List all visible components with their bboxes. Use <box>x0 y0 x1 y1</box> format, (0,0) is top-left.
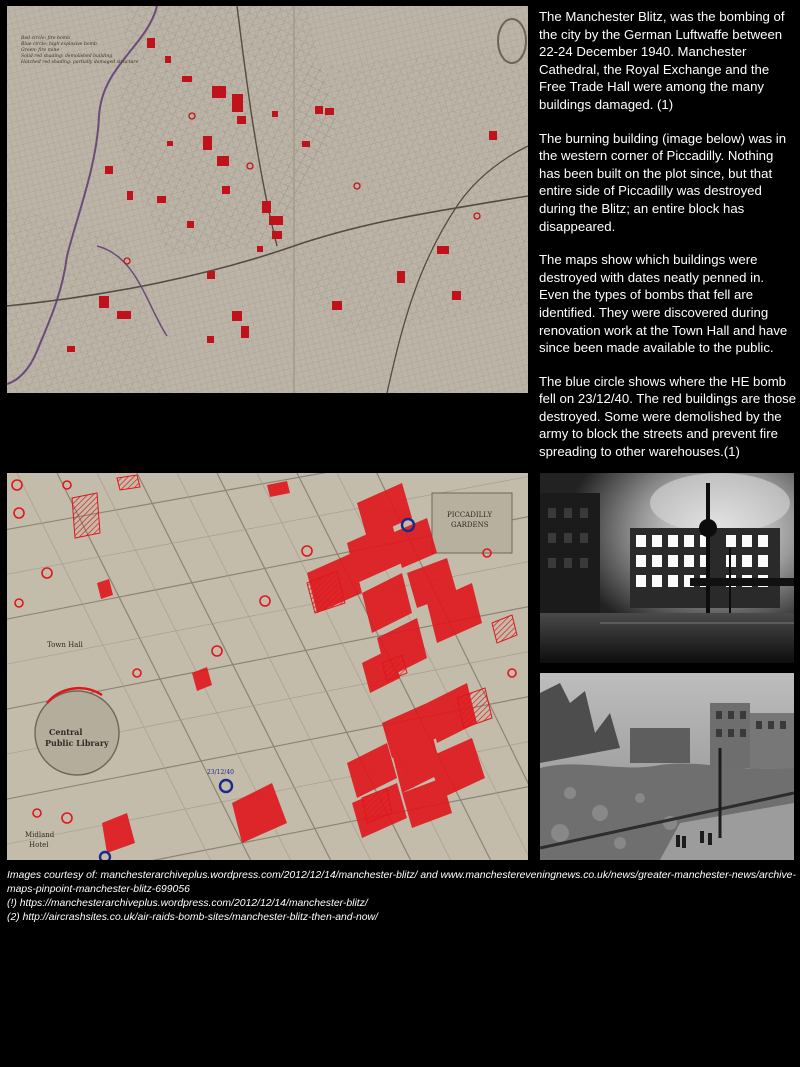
map-label-gardens: GARDENS <box>451 521 489 529</box>
credit-line: Images courtesy of: manchesterarchiveplus.wordpress.com/2012/12/14/manchester-blitz/ and www.manchestereveningnews.co.uk/news/greater-manchester-news/archive-maps-pinpoint-manchester-blitz-699056 <box>7 870 796 895</box>
bombed-ruins-graphic <box>540 673 794 860</box>
detail-bomb-map <box>7 473 528 860</box>
map-label-piccadilly: PICCADILLY <box>447 511 493 519</box>
overview-bomb-map <box>7 6 528 393</box>
map-legend <box>21 36 139 66</box>
legend-line: Hatched red shading: partially damaged structure <box>21 60 139 65</box>
article-paragraph: The Manchester Blitz, was the bombing of the city by the German Luftwaffe between 22-24 December 1940. Manchester Cathedral, the Royal Exchange and the Free Trade Hall were among the many buildings damaged. (1) <box>539 9 785 112</box>
legend-line: Solid red shading: demolished building <box>21 54 113 59</box>
map-label-midland: Midland <box>25 831 55 839</box>
bombed-ruins-photo <box>540 673 794 860</box>
map-label-central: Central <box>49 727 83 737</box>
map-label-public-library: Public Library <box>45 738 109 748</box>
detail-map-graphic <box>7 473 528 860</box>
article-paragraph: The blue circle shows where the HE bomb fell on 23/12/40. The red buildings are those destroyed. Some were demolished by the army to block the streets and prevent fire spreading to other warehouses.(1) <box>539 373 797 460</box>
credit-line: (2) http://aircrashsites.co.uk/air-raids-bomb-sites/manchester-blitz-then-and-now/ <box>7 912 378 923</box>
article-paragraph: The maps show which buildings were destroyed with dates neatly penned in. Even the types of bombs that fell are identified. They were discovered during renovation work at the Town Hall and have since been made available to the public. <box>539 252 788 356</box>
map-label-bomb-date: 23/12/40 <box>207 769 234 776</box>
burning-building-photo <box>540 473 794 663</box>
legend-line: Blue circle: high explosive bomb <box>21 42 97 47</box>
legend-line: Green: fire mine <box>21 48 60 53</box>
legend-line: Red circle: fire bomb <box>21 36 71 41</box>
credit-line: (!) https://manchesterarchiveplus.wordpress.com/2012/12/14/manchester-blitz/ <box>7 898 368 909</box>
image-credits <box>7 869 797 925</box>
map-label-town-hall: Town Hall <box>47 641 83 649</box>
map-label-hotel: Hotel <box>29 841 49 849</box>
article-paragraph: The burning building (image below) was in the western corner of Piccadilly. Nothing has been built on the plot since, but that entire side of Piccadilly was destroyed during the Blitz; an entire block has disappeared. <box>539 130 787 234</box>
burning-building-graphic <box>540 473 794 663</box>
article-text <box>539 8 797 477</box>
